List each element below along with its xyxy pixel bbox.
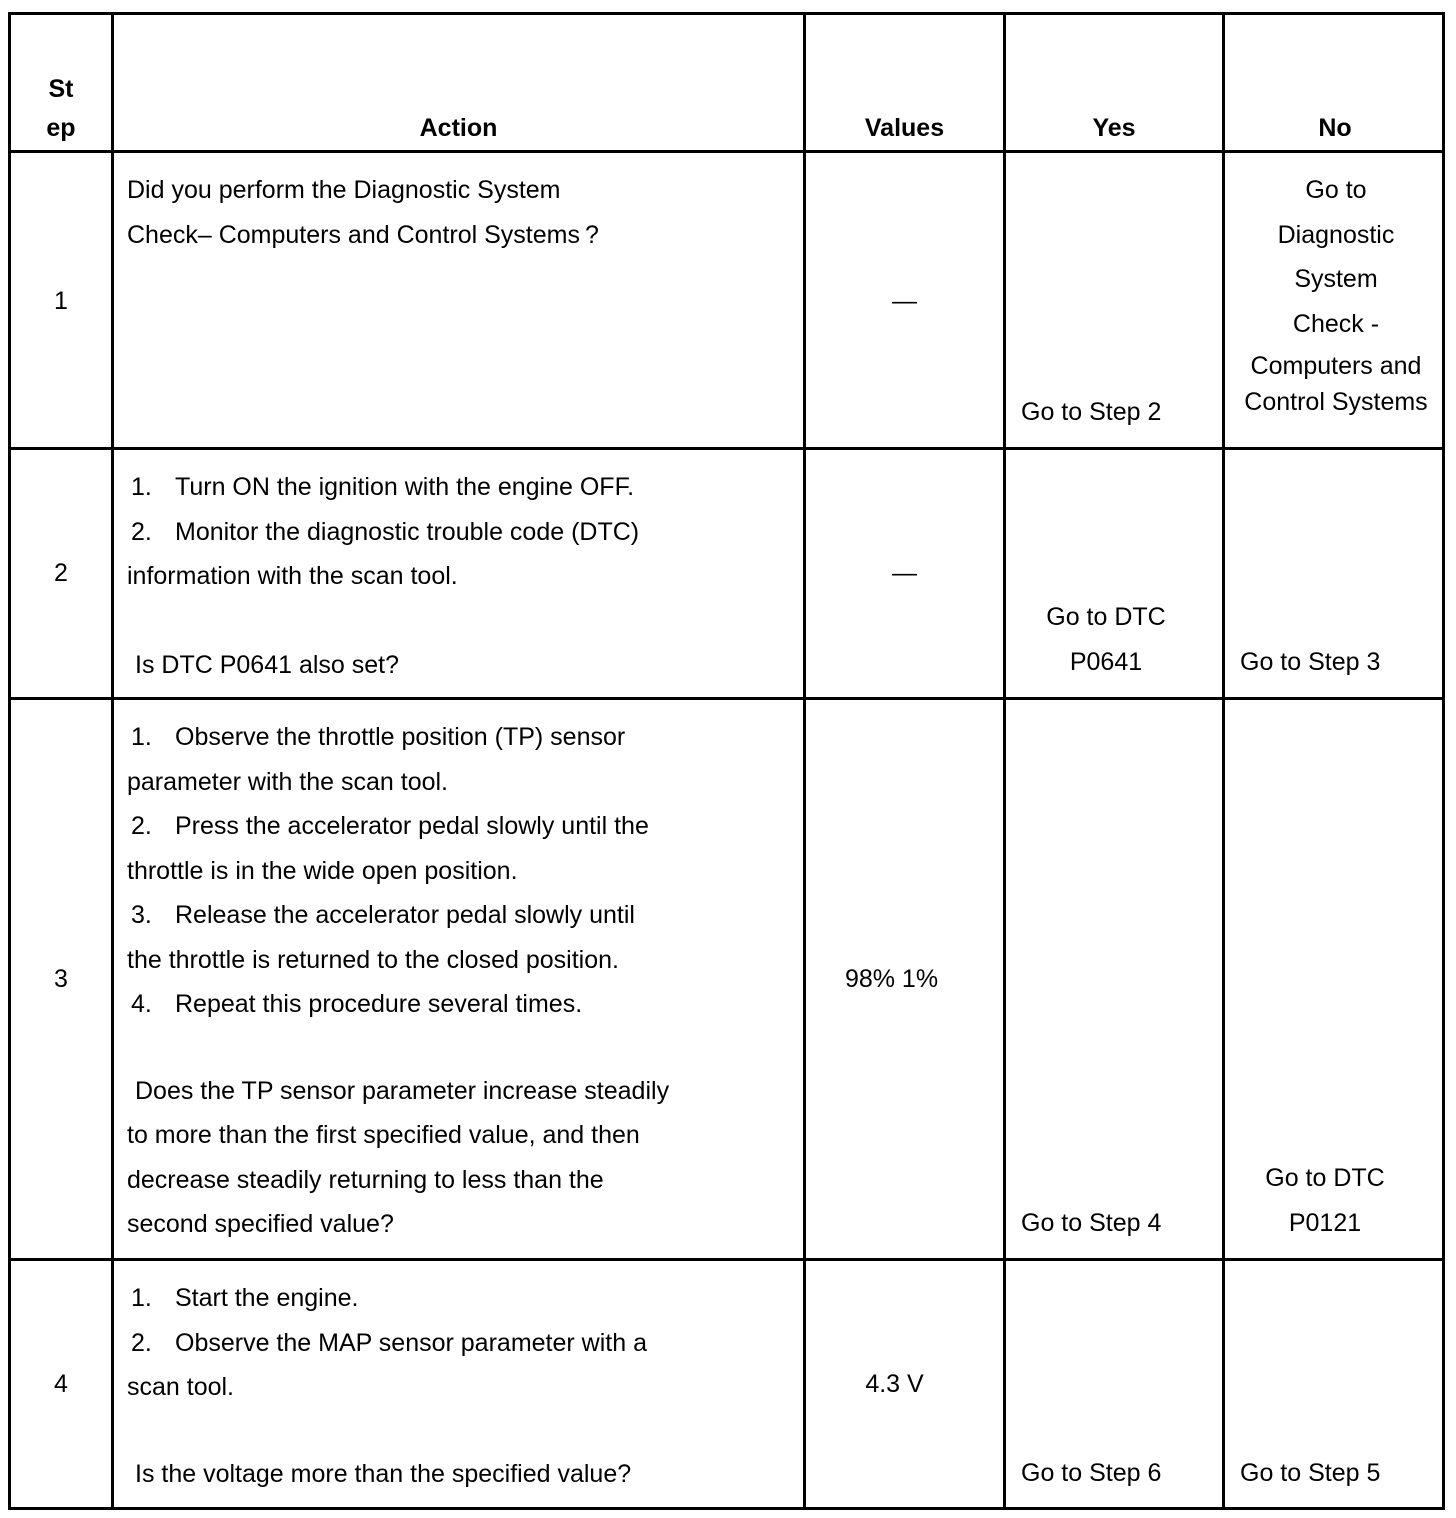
yes-link[interactable]: Go to Step 6 [1021,1459,1162,1487]
step-number: 1 [54,287,68,315]
column-divider [111,15,114,1507]
value-text: — [892,559,917,587]
step-number: 4 [54,1370,68,1398]
diagnostic-table [8,12,1445,1510]
action-text: Did you perform the Diagnostic System Check– Computers and Control Systems ? [127,176,599,249]
yes-link[interactable]: Go to Step 4 [1021,1209,1162,1237]
step-number: 3 [54,965,68,993]
action-text: 1. Start the engine. 2. Observe the MAP sensor parameter with a scan tool. Is the voltage more than the specified value? [127,1284,647,1488]
value-text: — [892,287,917,315]
row-divider [11,150,1442,153]
no-link[interactable]: Go to Step 5 [1240,1459,1381,1487]
yes-link[interactable]: Go to Step 2 [1021,398,1162,426]
no-link[interactable]: Go to Step 3 [1240,648,1381,676]
no-link[interactable]: Go to Diagnostic System Check - Computers and Control Systems [1244,176,1428,416]
column-divider [1003,15,1006,1507]
header-action: Action [419,114,498,142]
header-yes: Yes [1092,114,1136,142]
step-number: 2 [54,559,68,587]
row-divider [11,1258,1442,1261]
header-values: Values [864,114,945,142]
header-no: No [1318,114,1352,142]
row-divider [11,447,1442,450]
value-text: 4.3 V [865,1370,924,1398]
header-step: St ep [46,75,76,142]
no-link[interactable]: Go to DTC P0121 [1265,1164,1385,1237]
action-text: 1. Observe the throttle position (TP) sensor parameter with the scan tool. 2. Press the accelerator pedal slowly until the throttle is in the wide open position. 3. Release the accelerator pedal slowly until the throttle is returned to the closed position. 4. Repeat this procedure several times. Does the TP sensor parameter increase steadily to more than the first specified value, and then decrease steadily returning to less than the second specified value? [127,723,670,1238]
value-text: 98% 1% [844,965,939,993]
action-text: 1. Turn ON the ignition with the engine OFF. 2. Monitor the diagnostic trouble code (DTC) information with the scan tool. Is DTC P0641 also set? [127,473,640,679]
yes-link[interactable]: Go to DTC P0641 [1046,603,1166,676]
row-divider [11,697,1442,700]
column-divider [803,15,806,1507]
